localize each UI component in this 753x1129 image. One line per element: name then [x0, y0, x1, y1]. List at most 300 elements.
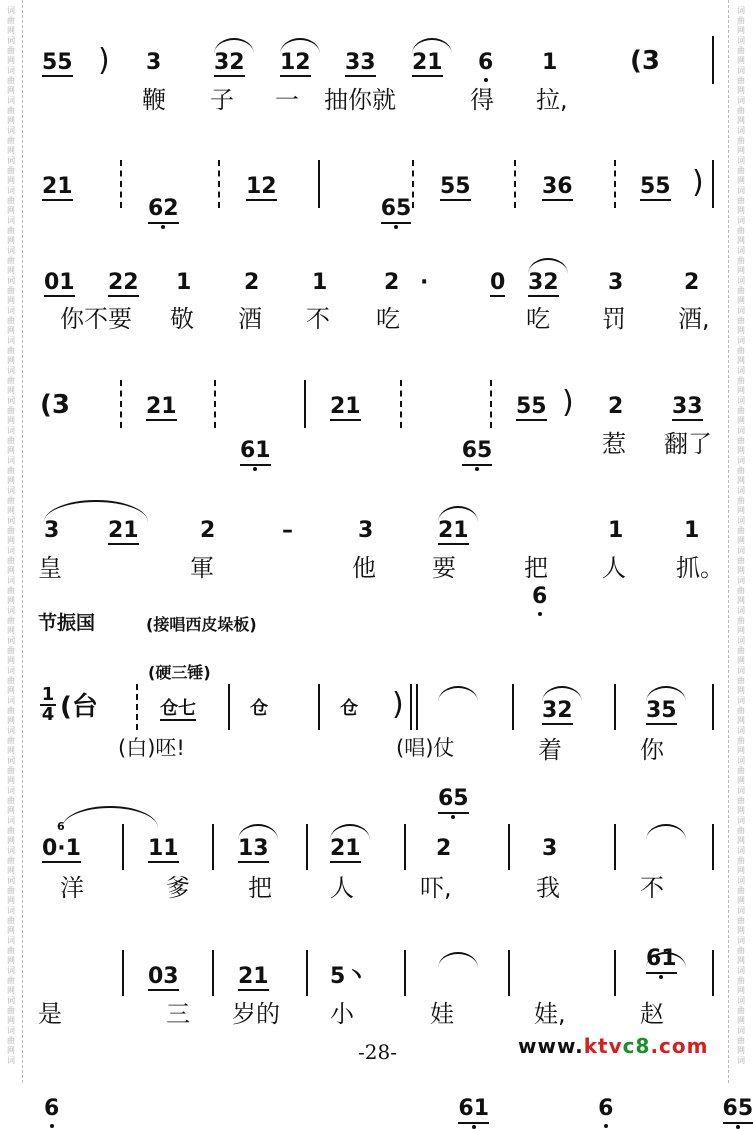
- watermark-glyph: 网: [737, 446, 745, 455]
- bar-line: [614, 950, 616, 996]
- watermark-glyph: 曲: [737, 916, 745, 925]
- watermark-glyph: 词: [737, 876, 745, 885]
- note-group: 61: [458, 1096, 489, 1124]
- note: 1: [176, 270, 192, 295]
- lyric: 三: [166, 1000, 190, 1028]
- watermark-glyph: 词: [7, 216, 15, 225]
- watermark-glyph: 网: [737, 746, 745, 755]
- watermark-glyph: 网: [737, 596, 745, 605]
- note-group: 12: [280, 50, 311, 75]
- watermark-glyph: 曲: [737, 76, 745, 85]
- lyric: 吃: [376, 305, 400, 333]
- note-group: 21: [330, 394, 361, 419]
- note-group: 55: [640, 174, 671, 199]
- watermark-glyph: 曲: [7, 796, 15, 805]
- watermark-glyph: 曲: [737, 826, 745, 835]
- lyric: 罚: [602, 305, 626, 333]
- bar-line-dashed: [214, 380, 216, 428]
- bar-line-dashed: [218, 160, 220, 208]
- watermark-glyph: 词: [737, 306, 745, 315]
- watermark-glyph: 曲: [7, 946, 15, 955]
- watermark-glyph: 网: [737, 896, 745, 905]
- percussion-open: (台: [60, 692, 98, 722]
- lyric: 惹: [602, 430, 626, 458]
- watermark-glyph: 网: [7, 956, 15, 965]
- watermark-glyph: 网: [7, 56, 15, 65]
- watermark-glyph: 词: [7, 156, 15, 165]
- note: 2: [436, 836, 452, 861]
- note-open-paren: (3: [40, 390, 70, 420]
- watermark-glyph: 网: [7, 746, 15, 755]
- watermark-glyph: 网: [737, 656, 745, 665]
- watermark-glyph: 网: [7, 866, 15, 875]
- percussion: 仓: [340, 698, 358, 719]
- watermark-glyph: 曲: [737, 406, 745, 415]
- watermark-glyph: 词: [737, 936, 745, 945]
- watermark-glyph: 词: [737, 486, 745, 495]
- watermark-glyph: 曲: [737, 706, 745, 715]
- watermark-glyph: 词: [737, 336, 745, 345]
- bar-line: [416, 684, 418, 730]
- lyric: 着: [538, 736, 562, 764]
- watermark-glyph: 词: [737, 426, 745, 435]
- watermark-glyph: 网: [737, 716, 745, 725]
- watermark-glyph: 曲: [737, 226, 745, 235]
- note-group: 22: [108, 270, 139, 295]
- watermark-glyph: 词: [7, 996, 15, 1005]
- watermark-glyph: 曲: [737, 976, 745, 985]
- watermark-glyph: 词: [737, 996, 745, 1005]
- watermark-glyph: 词: [7, 66, 15, 75]
- watermark-glyph: 曲: [7, 196, 15, 205]
- watermark-glyph: 曲: [737, 376, 745, 385]
- watermark-glyph: 词: [737, 216, 745, 225]
- watermark-glyph: 曲: [7, 526, 15, 535]
- note-group: 55: [440, 174, 471, 199]
- watermark-glyph: 词: [737, 576, 745, 585]
- watermark-glyph: 网: [7, 896, 15, 905]
- watermark-glyph: 词: [7, 516, 15, 525]
- watermark-glyph: 网: [7, 926, 15, 935]
- lyric: 你不要: [60, 305, 132, 333]
- lyric: 吓,: [420, 874, 452, 902]
- watermark-glyph: 网: [737, 116, 745, 125]
- lyric: 抓。: [676, 554, 724, 582]
- watermark-glyph: 词: [7, 126, 15, 135]
- watermark-glyph: 网: [737, 1016, 745, 1025]
- watermark-glyph: 曲: [737, 526, 745, 535]
- note: 3: [358, 518, 374, 543]
- watermark-glyph: 曲: [737, 676, 745, 685]
- watermark-glyph: 词: [737, 756, 745, 765]
- watermark-glyph: 网: [7, 506, 15, 515]
- site-url-part: c8: [622, 1034, 651, 1058]
- watermark-glyph: 网: [737, 1046, 745, 1055]
- watermark-glyph: 曲: [7, 976, 15, 985]
- close-paren: ): [392, 687, 404, 722]
- note-group: 55: [516, 394, 547, 419]
- watermark-glyph: 网: [737, 266, 745, 275]
- watermark-glyph: 词: [737, 1026, 745, 1035]
- watermark-glyph: 网: [7, 536, 15, 545]
- bar-line: [712, 160, 714, 208]
- note-group: 33: [345, 50, 376, 75]
- lyric-sung: (唱)仗: [396, 736, 455, 760]
- note: 0: [490, 270, 506, 295]
- lyric: 皇: [38, 554, 62, 582]
- watermark-glyph: 词: [737, 816, 745, 825]
- note-group: 21: [108, 518, 139, 543]
- note-group: 61: [240, 438, 271, 466]
- watermark-glyph: 网: [737, 26, 745, 35]
- note-group: 13: [238, 836, 269, 861]
- note: 1: [312, 270, 328, 295]
- bar-line: [614, 684, 616, 730]
- lyric: 把: [524, 554, 548, 582]
- watermark-glyph: 网: [737, 506, 745, 515]
- watermark-glyph: 词: [7, 966, 15, 975]
- bar-line: [614, 824, 616, 870]
- watermark-glyph: 词: [7, 846, 15, 855]
- bar-line: [318, 160, 320, 208]
- watermark-glyph: 网: [7, 356, 15, 365]
- bar-line: [410, 684, 412, 730]
- close-paren: ): [692, 165, 704, 200]
- watermark-glyph: 曲: [7, 376, 15, 385]
- note-low: 6: [598, 1096, 614, 1121]
- watermark-glyph: 曲: [7, 106, 15, 115]
- watermark-glyph: 曲: [7, 676, 15, 685]
- lyric: 小: [330, 1000, 354, 1028]
- watermark-glyph: 曲: [737, 646, 745, 655]
- watermark-glyph: 曲: [737, 136, 745, 145]
- note: 5丶: [330, 964, 368, 989]
- watermark-glyph: 曲: [7, 496, 15, 505]
- site-url-part: www.: [518, 1034, 584, 1058]
- watermark-glyph: 词: [737, 726, 745, 735]
- watermark-glyph: 词: [7, 1056, 15, 1065]
- watermark-glyph: 词: [7, 96, 15, 105]
- page-number: -28-: [358, 1040, 397, 1064]
- watermark-glyph: 曲: [7, 736, 15, 745]
- note-low: 6: [478, 50, 494, 75]
- watermark-glyph: 网: [737, 476, 745, 485]
- watermark-glyph: 词: [737, 246, 745, 255]
- lyric: 不: [306, 305, 330, 333]
- watermark-glyph: 词: [7, 546, 15, 555]
- bar-line: [404, 824, 406, 870]
- watermark-glyph: 网: [737, 356, 745, 365]
- watermark-glyph: 词: [737, 366, 745, 375]
- watermark-glyph: 曲: [737, 766, 745, 775]
- note-group: 21: [42, 174, 73, 199]
- watermark-glyph: 网: [7, 596, 15, 605]
- watermark-glyph: 网: [737, 326, 745, 335]
- lyric: 酒: [238, 305, 262, 333]
- lyric: 你: [640, 736, 664, 764]
- watermark-glyph: 词: [737, 276, 745, 285]
- watermark-glyph: 词: [7, 6, 15, 15]
- note-group: 32: [528, 270, 559, 295]
- grace-note: 6: [57, 820, 65, 833]
- bar-line: [306, 824, 308, 870]
- lyric: 一: [275, 86, 299, 114]
- watermark-glyph: 网: [737, 416, 745, 425]
- watermark-glyph: 曲: [7, 406, 15, 415]
- lyric: 要: [432, 554, 456, 582]
- watermark-glyph: 曲: [737, 46, 745, 55]
- bar-line: [212, 950, 214, 996]
- bar-line: [512, 684, 514, 730]
- bar-line-dashed: [614, 160, 616, 208]
- watermark-glyph: 网: [7, 806, 15, 815]
- watermark-glyph: 词: [737, 786, 745, 795]
- watermark-glyph: 词: [737, 186, 745, 195]
- watermark-glyph: 曲: [7, 76, 15, 85]
- watermark-glyph: 网: [737, 776, 745, 785]
- watermark-glyph: 词: [7, 456, 15, 465]
- lyric: 娃: [430, 1000, 454, 1028]
- score-row-1: [0, 0, 750, 114]
- watermark-glyph: 词: [737, 126, 745, 135]
- note-low: 6: [532, 584, 548, 609]
- watermark-glyph: 曲: [7, 16, 15, 25]
- watermark-glyph: 网: [7, 266, 15, 275]
- note-group: 36: [542, 174, 573, 199]
- watermark-glyph: 网: [7, 146, 15, 155]
- watermark-glyph: 词: [7, 306, 15, 315]
- lyric: 鞭: [142, 86, 166, 114]
- note-group: 21: [330, 836, 361, 861]
- watermark-glyph: 曲: [737, 166, 745, 175]
- note-group: 65: [723, 1096, 753, 1124]
- watermark-glyph: 曲: [7, 616, 15, 625]
- note-group: 03: [148, 964, 179, 989]
- note-group: 21: [412, 50, 443, 75]
- watermark-glyph: 网: [737, 176, 745, 185]
- note-group: 12: [246, 174, 277, 199]
- slur-mark: [438, 686, 478, 702]
- watermark-glyph: 网: [7, 446, 15, 455]
- bar-line-dashed: [120, 160, 122, 208]
- performance-direction: (接唱西皮垛板): [146, 615, 257, 634]
- watermark-glyph: 曲: [7, 166, 15, 175]
- watermark-glyph: 词: [737, 456, 745, 465]
- lyric: 不: [640, 874, 664, 902]
- watermark-glyph: 词: [737, 966, 745, 975]
- bar-line-dashed: [412, 160, 414, 208]
- note: 2: [384, 270, 400, 295]
- bar-line: [212, 824, 214, 870]
- note-group: 21: [238, 964, 269, 989]
- watermark-glyph: 词: [7, 36, 15, 45]
- watermark-glyph: 词: [7, 336, 15, 345]
- bar-line: [404, 950, 406, 996]
- watermark-glyph: 网: [737, 86, 745, 95]
- watermark-glyph: 词: [737, 36, 745, 45]
- watermark-glyph: 词: [7, 396, 15, 405]
- lyric: 得: [470, 86, 494, 114]
- watermark-glyph: 词: [737, 906, 745, 915]
- lyric: 赵: [640, 1000, 664, 1028]
- note: 1: [608, 518, 624, 543]
- bar-line: [712, 36, 714, 84]
- watermark-glyph: 曲: [7, 886, 15, 895]
- note: 2: [608, 394, 624, 419]
- watermark-glyph: 曲: [7, 1036, 15, 1045]
- watermark-glyph: 词: [737, 636, 745, 645]
- site-url: [518, 1034, 708, 1058]
- watermark-glyph: 曲: [737, 316, 745, 325]
- percussion: 仓: [250, 698, 268, 719]
- watermark-glyph: 曲: [737, 586, 745, 595]
- note: 3: [542, 836, 558, 861]
- note: 3: [44, 518, 60, 543]
- lyric: 把: [248, 874, 272, 902]
- watermark-glyph: 词: [737, 696, 745, 705]
- watermark-glyph: 曲: [7, 346, 15, 355]
- note-group: 65: [438, 786, 469, 814]
- note: 2: [684, 270, 700, 295]
- percussion-label: (硬三锤): [148, 663, 211, 682]
- lyric: 娃,: [534, 1000, 566, 1028]
- watermark-glyph: 词: [7, 276, 15, 285]
- close-paren: ): [562, 385, 574, 420]
- note-group: 11: [148, 836, 179, 861]
- lyric-spoken: (白)呸!: [118, 736, 185, 760]
- watermark-glyph: 网: [737, 536, 745, 545]
- lyric: 軍: [190, 554, 214, 582]
- watermark-glyph: 网: [7, 416, 15, 425]
- watermark-glyph: 网: [737, 146, 745, 155]
- watermark-glyph: 曲: [7, 826, 15, 835]
- watermark-glyph: 曲: [7, 136, 15, 145]
- watermark-glyph: 网: [737, 566, 745, 575]
- watermark-glyph: 网: [737, 626, 745, 635]
- watermark-glyph: 词: [737, 396, 745, 405]
- lyric: 人: [602, 554, 626, 582]
- watermark-glyph: 词: [737, 546, 745, 555]
- watermark-glyph: 词: [737, 606, 745, 615]
- watermark-glyph: 网: [7, 836, 15, 845]
- watermark-glyph: 词: [7, 426, 15, 435]
- slur-mark: [438, 952, 478, 968]
- note: 1: [542, 50, 558, 75]
- watermark-glyph: 词: [7, 366, 15, 375]
- slur-mark: [646, 824, 686, 840]
- bar-line: [122, 950, 124, 996]
- watermark-glyph: 曲: [7, 556, 15, 565]
- watermark-glyph: 网: [7, 206, 15, 215]
- bar-line: [712, 950, 714, 996]
- watermark-glyph: 网: [7, 26, 15, 35]
- watermark-glyph: 词: [7, 936, 15, 945]
- watermark-glyph: 曲: [737, 286, 745, 295]
- watermark-glyph: 曲: [7, 316, 15, 325]
- watermark-glyph: 网: [737, 806, 745, 815]
- note-group: 33: [672, 394, 703, 419]
- note: 3: [608, 270, 624, 295]
- lyric: 爹: [166, 874, 190, 902]
- watermark-glyph: 曲: [737, 1006, 745, 1015]
- note-group: 32: [542, 698, 573, 723]
- watermark-glyph: 词: [7, 906, 15, 915]
- watermark-glyph: 网: [7, 116, 15, 125]
- watermark-glyph: 词: [7, 606, 15, 615]
- lyric: 抽你就: [324, 86, 396, 114]
- watermark-glyph: 曲: [7, 256, 15, 265]
- site-url-part: .com: [650, 1034, 709, 1058]
- watermark-glyph: 网: [737, 236, 745, 245]
- dash: –: [282, 518, 293, 543]
- watermark-glyph: 词: [7, 576, 15, 585]
- watermark-glyph: 网: [737, 836, 745, 845]
- watermark-glyph: 曲: [737, 256, 745, 265]
- watermark-glyph: 网: [7, 296, 15, 305]
- watermark-glyph: 曲: [7, 586, 15, 595]
- watermark-glyph: 词: [737, 846, 745, 855]
- note-group: 35: [646, 698, 677, 723]
- lyric: 拉,: [536, 86, 568, 114]
- watermark-glyph: 词: [7, 666, 15, 675]
- bar-line: [306, 950, 308, 996]
- note-group: 32: [214, 50, 245, 75]
- note-group: 65: [462, 438, 493, 466]
- watermark-glyph: 词: [737, 666, 745, 675]
- watermark-glyph: 词: [737, 66, 745, 75]
- watermark-glyph: 网: [737, 206, 745, 215]
- watermark-glyph: 网: [737, 296, 745, 305]
- watermark-glyph: 网: [737, 386, 745, 395]
- bar-line: [508, 824, 510, 870]
- watermark-glyph: 词: [737, 156, 745, 165]
- watermark-glyph: 网: [7, 1016, 15, 1025]
- watermark-glyph: 词: [7, 186, 15, 195]
- watermark-glyph: 曲: [737, 946, 745, 955]
- lyric: 酒,: [678, 305, 710, 333]
- watermark-glyph: 网: [737, 986, 745, 995]
- lyric: 是: [38, 1000, 62, 1028]
- note-group: 62: [148, 196, 179, 224]
- watermark-glyph: 曲: [7, 706, 15, 715]
- note-open-paren: (3: [630, 46, 660, 76]
- augmentation-dot: ·: [420, 270, 429, 295]
- watermark-glyph: 网: [7, 626, 15, 635]
- watermark-glyph: 词: [7, 636, 15, 645]
- lyric: 吃: [526, 305, 550, 333]
- watermark-glyph: 词: [7, 876, 15, 885]
- bar-line-dashed: [120, 380, 122, 428]
- note-group: 21: [146, 394, 177, 419]
- watermark-glyph: 曲: [7, 1006, 15, 1015]
- note-group: 21: [438, 518, 469, 543]
- watermark-glyph: 词: [7, 726, 15, 735]
- site-watermark: [518, 1034, 708, 1058]
- watermark-glyph: 网: [7, 386, 15, 395]
- watermark-glyph: 曲: [737, 346, 745, 355]
- watermark-glyph: 网: [7, 986, 15, 995]
- watermark-glyph: 词: [737, 1056, 745, 1065]
- watermark-glyph: 曲: [737, 556, 745, 565]
- watermark-glyph: 词: [7, 816, 15, 825]
- note: 1: [684, 518, 700, 543]
- percussion-group: 仓七: [160, 698, 196, 719]
- watermark-glyph: 词: [7, 786, 15, 795]
- watermark-glyph: 曲: [7, 466, 15, 475]
- watermark-glyph: 网: [7, 86, 15, 95]
- watermark-glyph: 网: [7, 236, 15, 245]
- watermark-glyph: 曲: [7, 916, 15, 925]
